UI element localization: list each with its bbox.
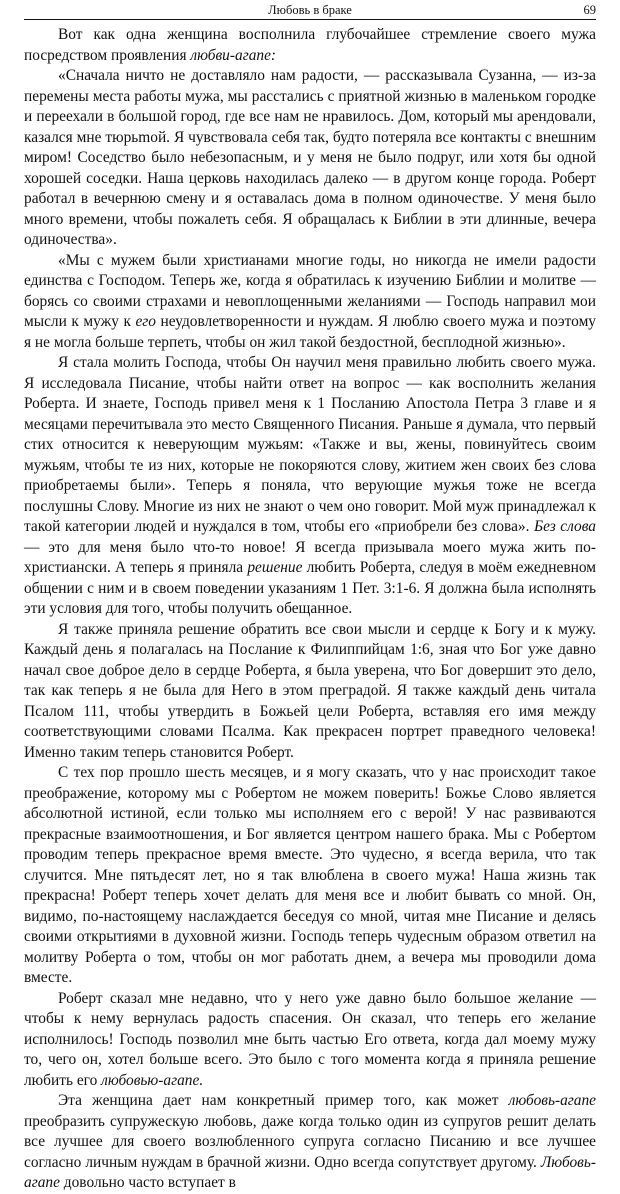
text-run: «Сначала ничто не доставляло нам радости, — рассказывала Сузанна, — из-за перемены места работы мужа, мы расстались с приятной жизнью в маленьком городке и переехали в большой город, где все нам не нравилось. Дом, который мы арендовали, казался мне тюрьmой. Я чувствовала себя так, будто потеряла все контакты с внешним миром! Соседство было небезопасным, и у меня не было подруг, или хотя бы одной хорошей соседки. Наша церковь находилась далеко — в другом конце города. Роберт работал в вечернюю смену и я оставалась дома в полном одиночестве. У меня было много времени, чтобы пожалеть себя. Я обращалась к Библии в эти длинные, вечера одиночества». — [24, 67, 596, 248]
italic-run: Любовь-агапе — [24, 1153, 596, 1191]
italic-run: решение — [247, 559, 303, 576]
paragraph-quote-2 — [24, 251, 596, 354]
text-run: любить Роберта, следуя в моём ежедневном общении с ним и в своем поведении указаниям 1 Пет. 3:1-6. Я должна была исполнять эти условия для того, чтобы получить обещанное. — [24, 559, 596, 617]
paragraph-quote-1 — [24, 66, 596, 251]
italic-run: его — [135, 313, 156, 330]
italic-run: любовь-агапе — [508, 1092, 596, 1109]
text-run: С тех пор прошло шесть месяцев, и я могу сказать, что у нас происходит такое преображение, которому мы с Робертом не можем поверить! Божье Слово является абсолютной истиной, если только мы исполняем его с верой! У нас развиваются прекрасные взаимоотношения, и Бог является центром нашего брака. Мы с Робертом проводим теперь прекрасное время вместе. Это чудесно, я всегда верила, что так случится. Мне пятьдесят лет, но я так влюблена в своего мужа! Наша жизнь так прекрасна! Роберт теперь хочет делать для меня все и любит бывать со мной. Он, видимо, по-настоящему наслаждается беседуя со мной, читая мне Писание и делясь своими открытиями в духовной жизни. Господь теперь чудесным образом ответил на молитву Роберта о том, чтобы он мог работать днем, а вечера мы проводили дома вместе. — [24, 764, 596, 986]
header-rule — [24, 19, 596, 20]
chapter-title: Любовь в браке — [268, 3, 352, 17]
page-number: 69 — [583, 3, 596, 17]
text-run: Я стала молить Господа, чтобы Он научил меня правильно любить своего мужа. Я исследовала Писание, чтобы найти ответ на вопрос — как восполнить желания Роберта. И знаете, Господь привел меня к 1 Посланию Апостола Петра 3 главе и я месяцами перечитывала это место Священного Писания. Раньше я думала, что первый стих относится к неверующим мужьям: «Также и вы, жены, повинуйтесь своим мужьям, чтобы те из них, которые не покоряются слову, житием жен своих без слова приобретаемы были». Теперь я поняла, что верующие мужья тоже не всегда послушны Слову. Многие из них не знают о чем оно говорит. Мой муж принадлежал к такой категории людей и нуждался в том, чтобы его «приобрели без слова». — [24, 354, 596, 535]
paragraph-conclusion — [24, 1091, 596, 1194]
text-run: неудовлетворенности и нуждам. Я люблю своего мужа и поэтому я не могла больше терпеть, чтобы он жил такой бездостной, бесплодной жизнью». — [24, 313, 597, 351]
paragraph-intro — [24, 25, 596, 66]
paragraph-robert-said — [24, 989, 596, 1092]
italic-run: любовью-агапе. — [101, 1071, 204, 1089]
italic-run: Без слова — [534, 518, 596, 535]
text-run: — это для меня было что-то новое! Я всегда призывала моего мужа жить по-христиански. А теперь я приняла — [24, 538, 596, 576]
paragraph-decision — [24, 620, 596, 764]
text-run: Эта женщина дает нам конкретный пример того, как может — [58, 1092, 509, 1109]
text-run: Я также приняла решение обратить все свои мысли и сердце к Богу и к мужу. Каждый день я полагалась на Послание к Филиппийцам 1:6, зная что Бог уже давно начал свое доброе дело в сердце Роберта, я была уверена, что Бог довершит это дело, так как теперь я не была для Него в этом преградой. Я также каждый день читала Псалом 111, чтобы утвердить в Божьей цели Роберта, вставляя его имя между соответствующими словами Псалма. Как прекрасен портрет праведного человека! Именно таким теперь становится Роберт. — [24, 620, 596, 761]
text-run: Роберт сказал мне недавно, что у него уже давно было большое желание — чтобы к нему вернулась радость спасения. Он сказал, что теперь его желание исполнилось! Господь позволил мне быть частью Его ответа, когда дал моему мужу то, чего он, хотел больше всего. Это было с того момента когда я приняла решение любить его — [24, 989, 596, 1089]
italic-run: любви-агапе: — [190, 46, 277, 64]
text-run: преобразить супружескую любовь, даже когда только один из супругов решит делать все лучшее для своего возлюбленного супруга согласно Писанию и все лучшее согласно личным нуждам в брачной жизни. Одно всегда сопутствует другому. — [24, 1112, 596, 1171]
running-header — [24, 2, 596, 18]
text-run: «Мы с мужем были христианами многие годы, но никогда не имели радости единства с Господом. Теперь же, когда я обратилась к изучению Библии и молитве — борясь со своими страхами и невоплощенными желаниями — Господь направил мои мысли к мужу к — [24, 251, 596, 330]
paragraph-six-months — [24, 763, 596, 989]
text-run: Вот как одна женщина восполнила глубочайшее стремление своего мужа посредством проявления — [24, 26, 596, 64]
body-text — [24, 25, 596, 1194]
paragraph-prayer — [24, 353, 596, 620]
text-run: довольно часто вступает в — [59, 1174, 236, 1191]
